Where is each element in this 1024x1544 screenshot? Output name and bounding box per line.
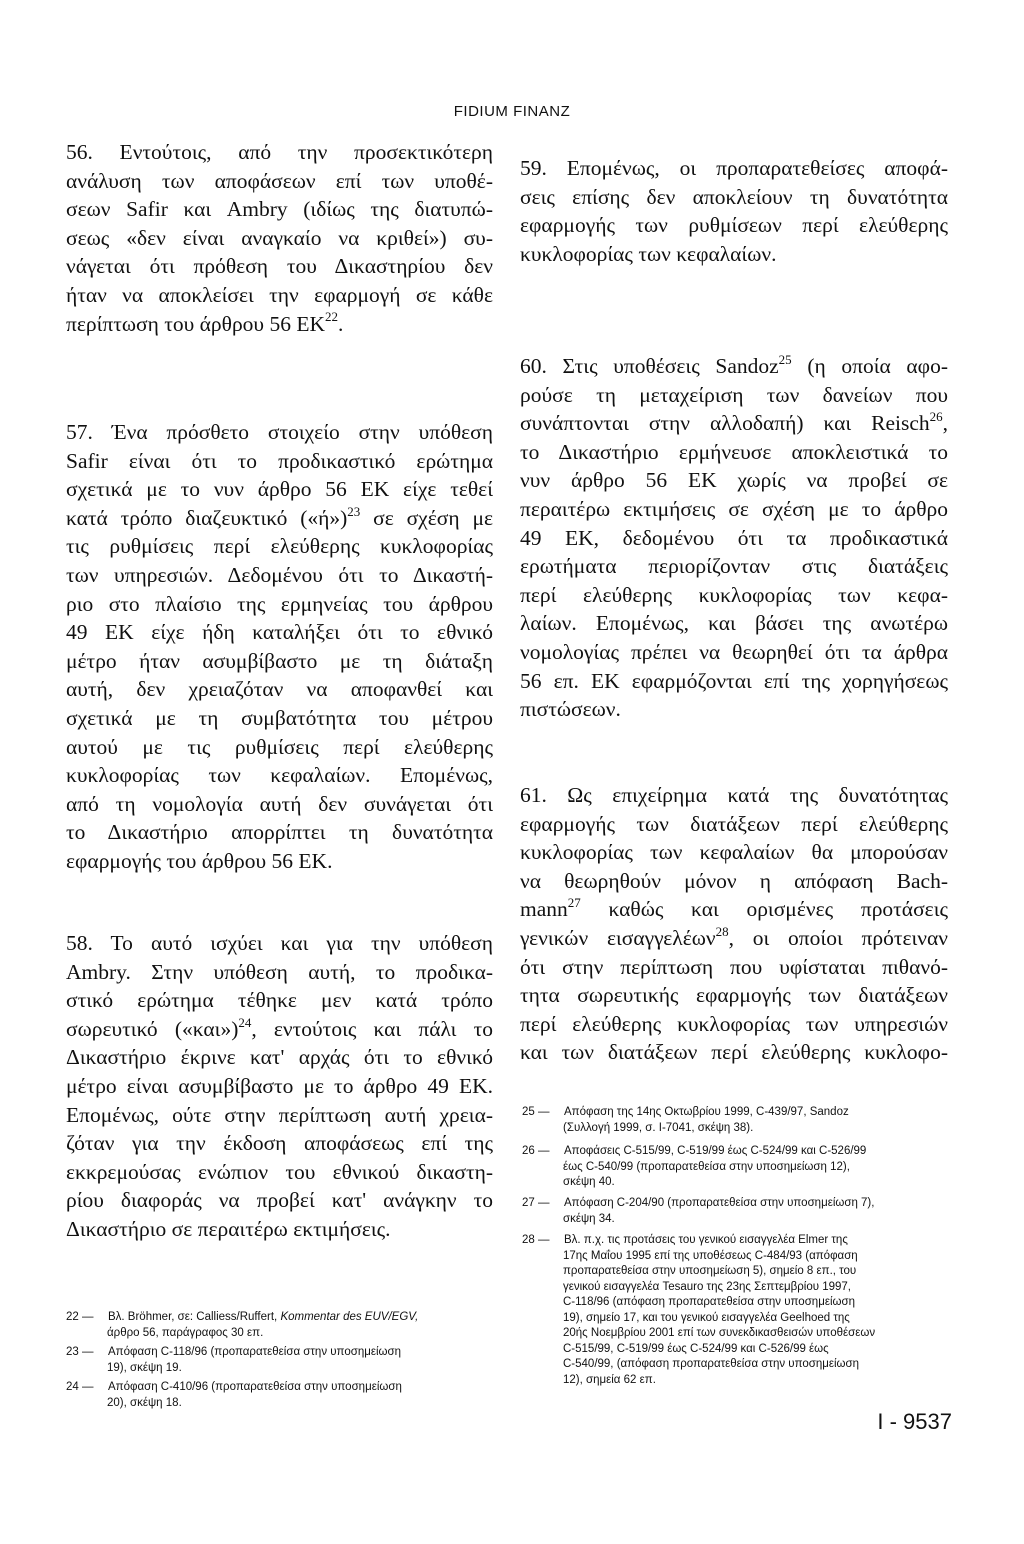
text-fragment: , (942, 411, 948, 436)
text-line: ρίου διαφοράς να προβεί κατ' ανάγκην το (66, 1188, 493, 1213)
footnote-ref-26[interactable]: 26 (929, 409, 943, 425)
footnote-text: Απόφαση C-204/90 (προπαρατεθείσα στην υποσημείωση 7), (564, 1197, 875, 1209)
page-number: I - 9537 (877, 1409, 952, 1434)
text-line: ότι στην περίπτωση που υφίσταται πιθανό- (520, 954, 948, 979)
text-line (520, 895, 948, 924)
text-fragment: (η οποία αφο- (791, 354, 948, 378)
text-fragment: σε σχέση με (360, 505, 493, 530)
text-line: από τη νομολογία αυτή δεν συνάγεται ότι (66, 791, 493, 816)
text-line: νάγεται ότι πρόθεση του Δικαστηρίου δεν (66, 254, 493, 279)
footnote-line: 19), σημείο 17, και του γενικού εισαγγελέα Geelhoed της (563, 1311, 850, 1324)
text-fragment: γενικών εισαγγελέων (520, 925, 716, 950)
text-line (66, 504, 493, 533)
footnote-number: 26 — (522, 1145, 550, 1157)
text-line: περίπτωση του άρθρου 56 ΕΚ$^{22}$. (66, 309, 344, 336)
footnote-line (522, 1105, 950, 1121)
footnote-27 (522, 1196, 950, 1227)
text-line: σεως «δεν είναι αναγκαίο να κριθεί») συ- (66, 225, 493, 250)
text-line: ανάλυση των αποφάσεων επί των υποθέ- (66, 168, 493, 193)
text-line: 56. Εντούτοις, από την προσεκτικότερη (66, 140, 493, 164)
footnote-line (522, 1233, 950, 1249)
footnote-ref-24[interactable]: 24 (238, 1014, 252, 1030)
text-line: σχετικά με το νυν άρθρο 56 ΕΚ είχε τεθεί (66, 477, 493, 502)
footnote-text: Απόφαση C-410/96 (προπαρατεθείσα στην υποσημείωση (108, 1381, 402, 1393)
footnote-text: Απόφαση της 14ης Οκτωβρίου 1999, C-439/97, Sandoz (564, 1106, 849, 1118)
text-line: νομολογίας πρέπει να θεωρηθεί ότι τα άρθρα (520, 639, 948, 664)
text-line: Επομένως, ούτε στην περίπτωση αυτή χρεια- (66, 1102, 493, 1127)
footnote-line: γενικού εισαγγελέα Tesauro της 23ης Σεπτεμβρίου 1997, (563, 1280, 851, 1293)
footnote-line: C-118/96 (απόφαση προπαρατεθείσα στην υποσημείωση (563, 1296, 855, 1308)
paragraph-56 (66, 138, 493, 338)
text-line: ήταν να αποκλείσει την εφαρμογή σε κάθε (66, 282, 493, 307)
footnote-text: Αποφάσεις C-515/99, C-519/99 έως C-524/99 και C-526/99 (564, 1145, 867, 1157)
text-line: αυτού με τις ρυθμίσεις περί ελεύθερης (66, 734, 493, 759)
text-fragment: , εντούτοις και πάλι το (251, 1016, 493, 1041)
text-line: να θεωρηθούν μόνον η απόφαση Bach- (520, 868, 948, 893)
text-fragment: mann (520, 897, 568, 922)
running-header: FIDIUM FINANZ (453, 103, 571, 120)
footnote-line: 20), σκέψη 18. (107, 1396, 182, 1409)
footnote-line: C-515/99, C-519/99 έως C-524/99 και C-526/99 έως (563, 1342, 829, 1355)
footnote-line: (Συλλογή 1999, σ. I-7041, σκέψη 38). (563, 1121, 754, 1134)
footnote-ref-27[interactable]: 27 (567, 895, 581, 911)
paragraph-58 (66, 929, 493, 1244)
text-fragment: περίπτωση του άρθρου 56 ΕΚ (66, 311, 325, 336)
footnote-25 (522, 1105, 950, 1136)
text-line: κυκλοφορίας των κεφαλαίων. (520, 241, 777, 266)
footnote-number: 27 — (522, 1197, 550, 1209)
footnote-line: σκέψη 40. (563, 1176, 615, 1188)
footnote-line (522, 1196, 950, 1212)
footnote-line (66, 1310, 496, 1326)
text-line: στικό ερώτημα τέθηκε μεν κατά τρόπο (66, 988, 493, 1013)
text-line: νυν άρθρο 56 ΕΚ χωρίς να προβεί σε (520, 468, 948, 493)
text-line: ζόταν για την έκδοση αποφάσεως επί της (66, 1131, 493, 1156)
text-fragment: κατά τρόπο διαζευκτικό («ή») (66, 505, 348, 530)
text-fragment: , οι οποίοι πρότειναν (728, 925, 948, 950)
paragraph-59 (520, 154, 948, 268)
text-line: των υπηρεσιών. Δεδομένου ότι το Δικαστή- (66, 562, 493, 587)
text-line: 61. Ως επιχείρημα κατά της δυνατότητας (520, 783, 948, 807)
text-line: 57. Ένα πρόσθετο στοιχείο στην υπόθεση (66, 420, 493, 444)
footnote-number: 24 — (66, 1381, 94, 1393)
footnote-ref-25[interactable]: 25 (778, 351, 792, 367)
text-line: σεις επίσης δεν αποκλείουν τη δυνατότητα (520, 184, 948, 209)
text-line: 58. Το αυτό ισχύει και για την υπόθεση (66, 931, 493, 955)
footnote-28 (522, 1233, 950, 1388)
footnote-ref-23[interactable]: 23 (347, 503, 361, 519)
text-line: εφαρμογής των ρυθμίσεων περί ελεύθερης (520, 213, 948, 238)
footnote-24 (66, 1380, 496, 1411)
text-line (520, 409, 948, 438)
footnote-26 (522, 1144, 950, 1191)
text-line: ερωτήματα περιορίζονταν στις διατάξεις (520, 554, 948, 579)
text-line: μέτρο ήταν ασυμβίβαστο με τη διάταξη (66, 648, 493, 673)
footnote-line: 20ής Νοεμβρίου 2001 επί των συνεκδικασθεισών υποθέσεων (563, 1327, 876, 1339)
text-line: το Δικαστήριο απορρίπτει τη δυνατότητα (66, 820, 493, 845)
text-fragment: σωρευτικό («και») (66, 1016, 239, 1041)
footnote-line (66, 1345, 496, 1361)
text-line: κυκλοφορίας των κεφαλαίων θα μπορούσαν (520, 840, 948, 865)
text-fragment: συνάπτονται στην αλλοδαπή) και Reisch (520, 411, 930, 436)
text-line: και των διατάξεων περί ελεύθερης κυκλοφο- (520, 1040, 948, 1065)
text-line: μέτρο είναι ασυμβίβαστο με το άρθρο 49 ΕΚ. (66, 1073, 493, 1098)
text-line: 49 ΕΚ, δεδομένου ότι τα προδικαστικά (520, 525, 948, 550)
text-line: ριο στο πλαίσιο της ερμηνείας του άρθρου (66, 591, 493, 616)
text-line: Safir είναι ότι το προδικαστικό ερώτημα (66, 448, 493, 473)
text-line: περί ελεύθερης κυκλοφορίας των κεφα- (520, 582, 948, 607)
footnote-line: 17ης Μαΐου 1995 επί της υποθέσεως C-484/93 (απόφαση (563, 1249, 858, 1262)
footnote-line: 12), σημεία 62 επ. (563, 1373, 656, 1386)
footnote-line: άρθρο 56, παράγραφος 30 επ. (107, 1326, 264, 1339)
text-line: εκκρεμούσας ενώπιον του εθνικού δικαστη- (66, 1159, 493, 1184)
text-line: τις ρυθμίσεις περί ελεύθερης κυκλοφορίας (66, 534, 493, 559)
footnote-line: 19), σκέψη 19. (107, 1361, 182, 1374)
footnote-line: προπαρατεθείσα στην υποσημείωση 5), σημείο 8 επ., του (563, 1265, 857, 1277)
footnote-line: έως C-540/99 (προπαρατεθείσα στην υποσημείωση 12), (563, 1160, 850, 1173)
text-line: Δικαστήριο έκρινε κατ' αρχάς ότι το εθνικό (66, 1045, 493, 1070)
text-line: αυτή, δεν χρειαζόταν να αποφανθεί και (66, 677, 493, 702)
footnote-title: Kommentar des EUV/EGV, (280, 1311, 419, 1323)
footnote-line (522, 1144, 950, 1160)
text-line: πιστώσεων. (520, 697, 621, 722)
paragraph-60 (520, 352, 948, 724)
paragraph-61 (520, 781, 948, 1067)
text-line: εφαρμογής του άρθρου 56 ΕΚ. (66, 848, 333, 873)
footnote-ref-22[interactable]: 22 (325, 309, 338, 325)
text-line (66, 1015, 493, 1044)
text-line: Ambry. Στην υπόθεση αυτή, το προδικα- (66, 959, 493, 984)
text-line: 49 ΕΚ είχε ήδη καταλήξει ότι το εθνικό (66, 620, 493, 645)
text-line: 56 επ. ΕΚ εφαρμόζονται επί της χορηγήσεως (520, 668, 948, 693)
text-line: περαιτέρω εκτιμήσεις σε σχέση με το άρθρο (520, 496, 948, 521)
footnote-number: 25 — (522, 1106, 550, 1118)
text-line: λαίων. Επομένως, και βάσει της ανωτέρω (520, 611, 948, 636)
footnote-text: Βλ. π.χ. τις προτάσεις του γενικού εισαγγελέα Elmer της (564, 1234, 848, 1246)
footnote-text: Βλ. Bröhmer, σε: Calliess/Ruffert, (108, 1311, 281, 1323)
text-line: εφαρμογής των διατάξεων περί ελεύθερης (520, 811, 948, 836)
text-line: τητα σωρευτικής εφαρμογής των διατάξεων (520, 983, 948, 1008)
footnote-number: 23 — (66, 1346, 94, 1358)
text-line: σχετικά με τη συμβατότητα του μέτρου (66, 705, 493, 730)
footnote-line: σκέψη 34. (563, 1212, 615, 1225)
paragraph-57 (66, 418, 493, 876)
text-line (520, 352, 948, 381)
text-fragment: 60. Στις υποθέσεις Sandoz (520, 354, 779, 378)
footnote-number: 22 — (66, 1311, 94, 1323)
text-line: σεων Safir και Ambry (ιδίως της διατυπώ- (66, 197, 493, 222)
text-line (520, 924, 948, 953)
footnote-line (66, 1380, 496, 1396)
text-line: ρούσε τη μεταχείριση των δανείων που (520, 382, 948, 407)
text-line: κυκλοφορίας των κεφαλαίων. Επομένως, (66, 763, 493, 788)
footnote-ref-28[interactable]: 28 (715, 923, 729, 939)
footnote-line: C-540/99, (απόφαση προπαρατεθείσα στην υποσημείωση (563, 1358, 860, 1370)
text-line: το Δικαστήριο ερμήνευσε αποκλειστικά το (520, 439, 948, 464)
footnote-23 (66, 1345, 496, 1376)
footnote-number: 28 — (522, 1234, 550, 1246)
text-fragment: καθώς και ορισμένες προτάσεις (580, 897, 948, 922)
footnote-22 (66, 1310, 496, 1341)
text-line: περί ελεύθερης κυκλοφορίας των υπηρεσιών (520, 1011, 948, 1036)
text-line: 59. Επομένως, οι προπαρατεθείσες αποφά- (520, 156, 948, 180)
footnote-text: Απόφαση C-118/96 (προπαρατεθείσα στην υποσημείωση (108, 1346, 401, 1358)
text-line: Δικαστήριο σε περαιτέρω εκτιμήσεις. (66, 1216, 391, 1241)
